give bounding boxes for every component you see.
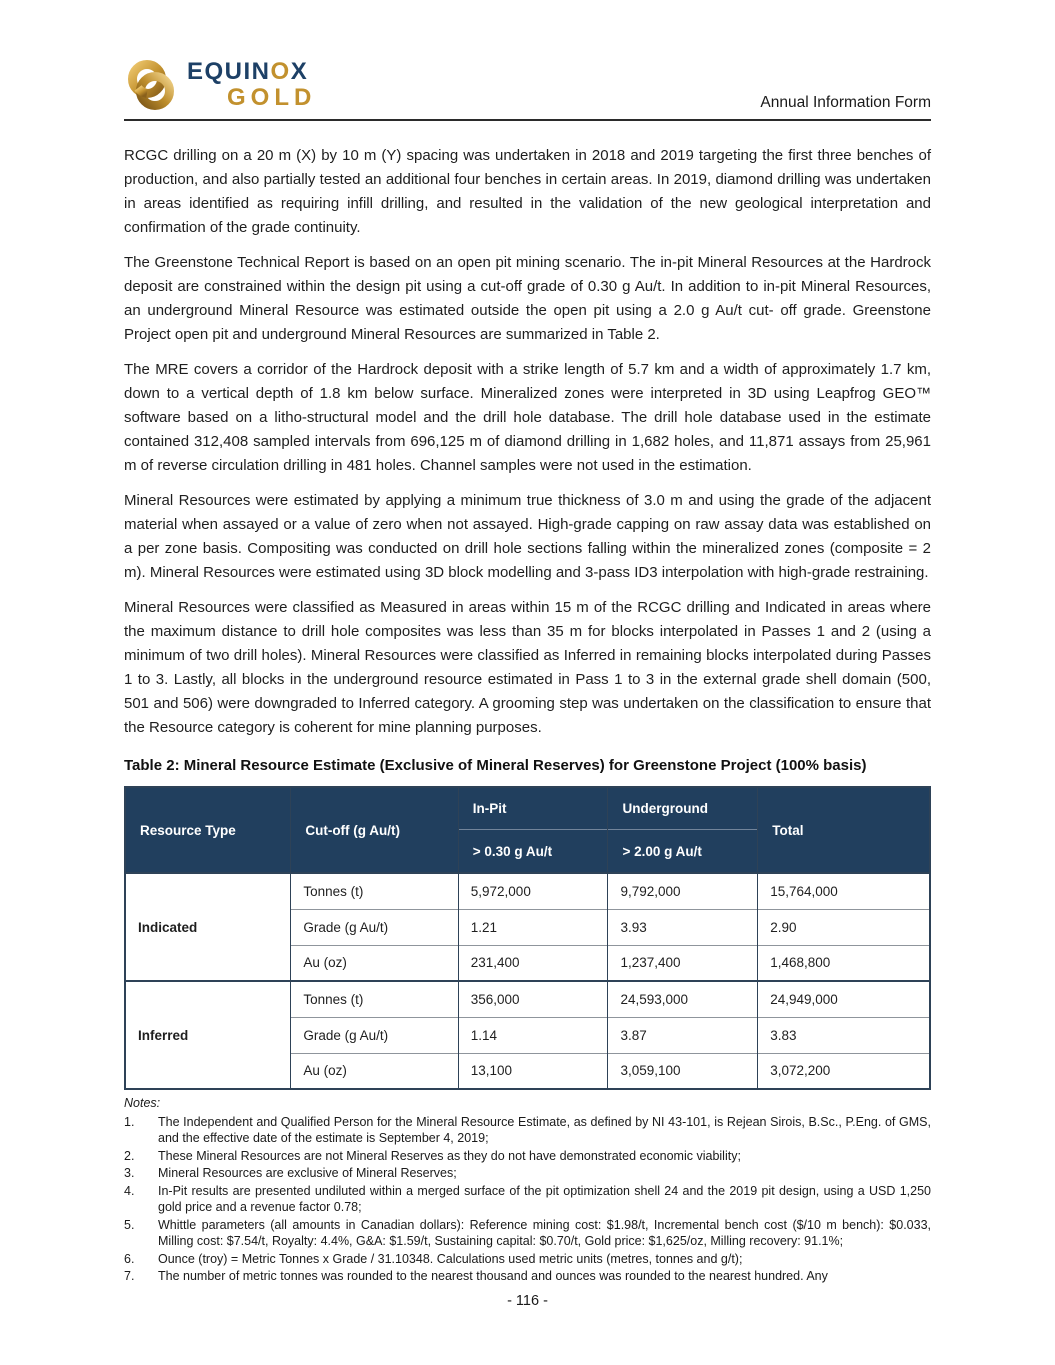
total-value-cell: 3.83: [758, 1017, 930, 1053]
body-paragraph: Mineral Resources were classified as Measured in areas within 15 m of the RCGC drilling and Indicated in areas where the maximum distance to drill hole composites was less than 35 m for blocks interpolated in Passes 1 and 2 (using a minimum of two drill holes). Mineral Resources were classified as Inferred in remaining blocks interpolated during Passes 1 to 3. Lastly, all blocks in the underground resource estimated in Pass 1 to 3 in the external grade shell domain (500, 501 and 506) were downgraded to Inferred category. A grooming step was undertaken on the classification to ensure that the Resource category is coherent for mine planning purposes.: [124, 599, 931, 736]
table-header: [125, 787, 930, 873]
doc-title: Annual Information Form: [760, 94, 931, 111]
total-value-cell: 3,072,200: [758, 1053, 930, 1089]
col-header-inpit-label: In-Pit: [459, 788, 608, 830]
page-number: - 116 -: [507, 1293, 548, 1309]
logo-wordmark: [187, 59, 316, 111]
col-header-underground-cutoff: > 2.00 g Au/t: [622, 843, 702, 859]
note-item: [124, 1268, 931, 1285]
note-item: [124, 1114, 931, 1147]
inpit-value-cell: 13,100: [458, 1053, 608, 1089]
col-header-cutoff: Cut-off (g Au/t): [291, 787, 458, 873]
notes-list: [124, 1114, 931, 1285]
col-header-inpit-cutoff: > 0.30 g Au/t: [472, 843, 553, 859]
col-header-inpit: [458, 787, 608, 873]
inpit-value-cell: 231,400: [458, 945, 608, 981]
page-body: [124, 144, 931, 1285]
col-header-resource-type: Resource Type: [125, 787, 291, 873]
inpit-value-cell: 356,000: [458, 981, 608, 1017]
note-item: [124, 1165, 931, 1182]
mineral-resource-table: [124, 786, 931, 1090]
note-text: The Independent and Qualified Person for the Mineral Resource Estimate, as defined by NI 43-101, is Rejean Sirois, B.Sc., P.Eng. of GMS, and the effective date of the estimate is September 4, 2019;: [158, 1114, 931, 1145]
row-label-cell: Grade (g Au/t): [291, 909, 458, 945]
underground-value-cell: 3.87: [608, 1017, 758, 1053]
note-item: [124, 1217, 931, 1250]
note-number: 2.: [124, 1148, 135, 1163]
table-title: Table 2: Mineral Resource Estimate (Exclusive of Mineral Reserves) for Greenstone Project (100% basis): [124, 757, 867, 774]
underground-value-cell: 1,237,400: [608, 945, 758, 981]
body-paragraph: The Greenstone Technical Report is based on an open pit mining scenario. The in-pit Mineral Resources at the Hardrock deposit are constrained within the design pit using a cut-off grade of 0.30 g Au/t. In addition to in-pit Mineral Resources, an underground Mineral Resource was estimated outside the open pit using a 2.0 g Au/t cut- off grade. Greenstone Project open pit and underground Mineral Resources are summarized in Table 2.: [124, 254, 931, 343]
notes-label: Notes:: [124, 1096, 161, 1110]
underground-value-cell: 3,059,100: [608, 1053, 758, 1089]
inpit-value-cell: 1.21: [458, 909, 608, 945]
note-item: [124, 1251, 931, 1268]
note-text: In-Pit results are presented undiluted within a merged surface of the pit optimization shell 24 and the 2019 pit design, using a USD 1,250 gold price and a revenue factor 0.78;: [158, 1183, 931, 1214]
logo-word-gold: GOLD: [227, 84, 317, 111]
notes-section: [124, 1095, 931, 1285]
underground-value-cell: 24,593,000: [608, 981, 758, 1017]
row-label-cell: Au (oz): [291, 1053, 458, 1089]
logo-word-equinox: EQUINOX: [187, 58, 309, 85]
total-value-cell: 2.90: [758, 909, 930, 945]
underground-value-cell: 9,792,000: [608, 873, 758, 909]
note-text: Mineral Resources are exclusive of Mineral Reserves;: [158, 1166, 457, 1180]
col-header-total: Total: [758, 787, 930, 873]
note-text: Ounce (troy) = Metric Tonnes x Grade / 31.10348. Calculations used metric units (metres, tonnes and g/t);: [158, 1251, 743, 1266]
table-body: [125, 873, 930, 1089]
body-paragraph: The MRE covers a corridor of the Hardrock deposit with a strike length of 5.7 km and a width of approximately 1.7 km, down to a vertical depth of 1.8 km below surface. Mineralized zones were interpreted in 3D using Leapfrog GEO™ software based on a litho-structural model and the drill hole database. The drill hole database used in the estimate contained 312,408 sampled intervals from 696,125 m of diamond drilling in 1,682 holes, and 11,871 assays from 25,961 m of reverse circulation drilling in 481 holes. Channel samples were not used in the estimation.: [124, 361, 931, 474]
page-footer: [0, 1293, 1055, 1309]
note-item: [124, 1183, 931, 1216]
inpit-value-cell: 5,972,000: [458, 873, 608, 909]
inpit-value-cell: 1.14: [458, 1017, 608, 1053]
equinox-gold-logo: [124, 56, 316, 114]
body-paragraph: Mineral Resources were estimated by applying a minimum true thickness of 3.0 m and using the grade of the adjacent material when assayed or a value of zero when not assayed. High-grade capping on raw assay data was established on a per zone basis. Compositing was conducted on drill hole sections falling within the mineralized zones (composite = 2 m). Mineral Resources were estimated using 3D block modelling and 3-pass ID3 interpolation with high-grade restraining.: [124, 492, 931, 581]
resource-type-cell: Indicated: [125, 873, 291, 981]
total-value-cell: 15,764,000: [758, 873, 930, 909]
interlocking-rings-icon: [124, 56, 178, 114]
resource-type-cell: Inferred: [125, 981, 291, 1089]
row-label-cell: Tonnes (t): [291, 873, 458, 909]
note-item: [124, 1148, 931, 1165]
note-number: 5.: [124, 1217, 135, 1232]
body-paragraph: RCGC drilling on a 20 m (X) by 10 m (Y) spacing was undertaken in 2018 and 2019 targeting the first three benches of production, and also partially tested an additional four benches in certain areas. In 2019, diamond drilling was undertaken in areas identified as requiring infill drilling, and resulted in the validation of the new geological interpretation and confirmation of the grade continuity.: [124, 147, 931, 236]
total-value-cell: 1,468,800: [758, 945, 930, 981]
note-text: The number of metric tonnes was rounded to the nearest thousand and ounces was rounded to the nearest hundred. Any: [158, 1269, 828, 1283]
col-header-underground: [608, 787, 758, 873]
underground-value-cell: 3.93: [608, 909, 758, 945]
note-number: 3.: [124, 1166, 135, 1180]
row-label-cell: Grade (g Au/t): [291, 1017, 458, 1053]
note-text: These Mineral Resources are not Mineral Reserves as they do not have demonstrated economic viability;: [158, 1148, 741, 1163]
note-number: 6.: [124, 1251, 135, 1266]
row-label-cell: Tonnes (t): [291, 981, 458, 1017]
total-value-cell: 24,949,000: [758, 981, 930, 1017]
col-header-underground-label: Underground: [608, 788, 757, 830]
table-row: [125, 873, 930, 909]
note-number: 4.: [124, 1183, 135, 1198]
note-number: 7.: [124, 1269, 135, 1283]
note-text: Whittle parameters (all amounts in Canadian dollars): Reference mining cost: $1.98/t, Incremental bench cost ($/10 m bench): $0.033, Milling cost: $7.54/t, Royalty: 4.4%, G&A: $1.59/t, Sustaining capital: $0.70/t, Gold price: $1,625/oz, Milling recovery: 91.1%;: [158, 1217, 931, 1248]
note-number: 1.: [124, 1114, 135, 1129]
page-header: [124, 56, 931, 121]
row-label-cell: Au (oz): [291, 945, 458, 981]
table-row: [125, 981, 930, 1017]
